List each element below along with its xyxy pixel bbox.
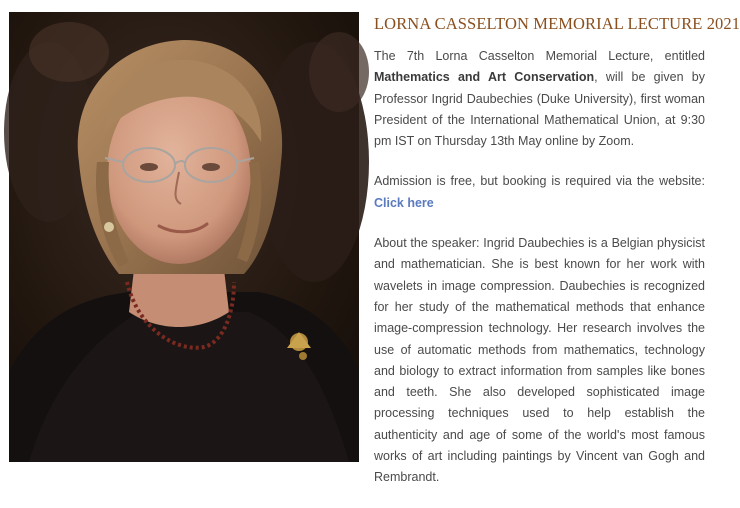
admission-text: Admission is free, but booking is required via the website: — [374, 174, 705, 189]
intro-text-after: , will be given by Professor Ingrid Daubechies (Duke University), first woman President of the International Mathematical Union, at 9:30 pm IST on Thursday 13th May online by Zoom. — [374, 70, 705, 149]
about-speaker-paragraph: About the speaker: Ingrid Daubechies is a Belgian physicist and mathematician. She is best known for her work with wavelets in image compression. Daubechies is recognized for her study of the mathematical methods that enhance image-compression technology. Her research involves the use of automatic methods from mathematics, technology and biology to extract information from samples like bones and teeth. She also developed sophisticated image processing techniques used to help establish the authenticity and age of some of the world's most famous works of art including paintings by Vincent van Gogh and Rembrandt. — [374, 236, 705, 485]
article-content — [374, 14, 740, 508]
speaker-portrait-image — [9, 12, 359, 462]
page-title: LORNA CASSELTON MEMORIAL LECTURE 2021 — [374, 14, 740, 33]
intro-paragraph — [374, 46, 705, 152]
admission-paragraph — [374, 171, 705, 214]
booking-link[interactable]: Click here — [374, 195, 434, 210]
lecture-title: Mathematics and Art Conservation — [374, 70, 595, 85]
intro-text-before: The 7th Lorna Casselton Memorial Lecture, entitled — [374, 49, 705, 63]
speaker-photo — [9, 12, 359, 462]
